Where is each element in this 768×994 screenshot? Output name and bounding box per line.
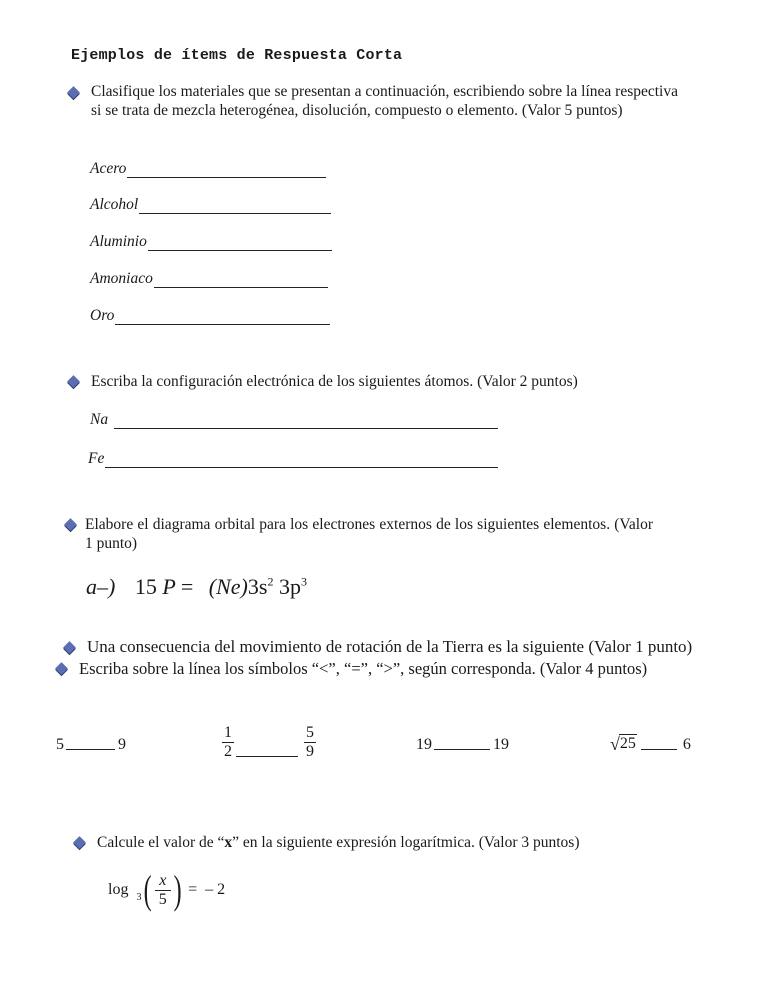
answer-line[interactable] bbox=[434, 748, 490, 750]
answer-row-aluminio bbox=[90, 233, 332, 251]
numerator: 5 bbox=[306, 724, 314, 741]
right-paren-icon: ) bbox=[173, 867, 182, 912]
comparison-1 bbox=[56, 736, 126, 754]
right-value: 9 bbox=[118, 736, 126, 753]
variable-x: x bbox=[224, 834, 233, 851]
orbital-3s: 3s bbox=[247, 574, 268, 599]
text-part: Calcule el valor de “ bbox=[97, 834, 225, 851]
left-value: 19 bbox=[416, 736, 432, 753]
answer-line[interactable] bbox=[148, 249, 332, 251]
diamond-bullet-icon bbox=[64, 518, 77, 531]
answer-row-oro bbox=[90, 307, 330, 325]
atomic-number: 15 bbox=[134, 574, 157, 599]
question-4-text: Una consecuencia del movimiento de rotación de la Tierra es la siguiente (Valor 1 punto) bbox=[87, 637, 693, 656]
left-value: 5 bbox=[56, 736, 64, 753]
answer-line[interactable] bbox=[114, 427, 498, 429]
item-label: Amoniaco bbox=[90, 270, 153, 287]
answer-line[interactable] bbox=[154, 286, 328, 288]
comparison-2 bbox=[222, 724, 316, 761]
formula-a bbox=[86, 574, 307, 600]
formula-label: a–) bbox=[86, 574, 116, 599]
element-symbol: P bbox=[162, 574, 176, 599]
diamond-bullet-icon bbox=[67, 375, 80, 388]
numerator: 1 bbox=[224, 724, 232, 741]
item-label: Acero bbox=[90, 160, 127, 177]
log-equation bbox=[108, 867, 226, 912]
question-5-text: Escriba sobre la línea los símbolos “<”, “=”, “>”, según corresponda. (Valor 4 puntos) bbox=[79, 659, 648, 678]
orbital-3p: 3p bbox=[278, 574, 301, 599]
diamond-bullet-icon bbox=[63, 641, 76, 654]
denominator: 2 bbox=[224, 743, 232, 760]
question-2-text: Escriba la configuración electrónica de los siguientes átomos. (Valor 2 puntos) bbox=[91, 373, 578, 390]
item-label: Oro bbox=[90, 307, 115, 324]
item-label: Aluminio bbox=[90, 233, 147, 250]
item-label: Na bbox=[90, 411, 109, 428]
page-title: Ejemplos de ítems de Respuesta Corta bbox=[71, 47, 403, 64]
log-function: log bbox=[108, 881, 129, 898]
question-3-text: Elabore el diagrama orbital para los electrones externos de los siguientes elementos. (Valor 1 punto) bbox=[85, 516, 653, 552]
denominator: 9 bbox=[306, 743, 314, 760]
square-root bbox=[610, 734, 637, 755]
answer-row-fe bbox=[88, 450, 498, 468]
answer-line[interactable] bbox=[105, 466, 498, 468]
comparison-4 bbox=[610, 734, 691, 755]
item-label: Alcohol bbox=[90, 196, 139, 213]
diamond-bullet-icon bbox=[67, 86, 80, 99]
radical-sign-icon: √ bbox=[610, 734, 620, 754]
equals-sign: = bbox=[180, 574, 194, 599]
right-value: 19 bbox=[493, 736, 509, 753]
equation-rhs: = – 2 bbox=[188, 881, 226, 898]
answer-row-acero bbox=[90, 160, 326, 178]
answer-line[interactable] bbox=[236, 755, 298, 757]
log-base: 3 bbox=[136, 891, 142, 903]
question-1-text: Clasifique los materiales que se presentan a continuación, escribiendo sobre la línea respectiva si se trata de mezcla heterogénea, disolución, compuesto o elemento. (Valor 5 puntos) bbox=[91, 83, 678, 119]
fraction-left bbox=[222, 724, 234, 761]
question-6-text bbox=[97, 833, 580, 852]
answer-row-amoniaco bbox=[90, 270, 328, 288]
log-fraction bbox=[155, 872, 171, 909]
item-label: Fe bbox=[88, 450, 105, 467]
answer-line[interactable] bbox=[66, 748, 115, 750]
superscript-3: 3 bbox=[300, 574, 307, 589]
noble-gas-core: (Ne) bbox=[208, 574, 248, 599]
right-value: 6 bbox=[682, 735, 691, 753]
denominator: 5 bbox=[155, 890, 171, 909]
answer-line[interactable] bbox=[641, 748, 677, 750]
superscript-2: 2 bbox=[267, 574, 274, 589]
left-paren-icon: ( bbox=[144, 867, 153, 912]
answer-line[interactable] bbox=[115, 323, 330, 325]
fraction-right bbox=[304, 724, 316, 761]
answer-line[interactable] bbox=[127, 176, 326, 178]
comparison-3 bbox=[416, 736, 509, 754]
diamond-bullet-icon bbox=[73, 836, 86, 849]
answer-line[interactable] bbox=[139, 212, 331, 214]
text-part: ” en la siguiente expresión logarítmica. (Valor 3 puntos) bbox=[232, 834, 580, 851]
numerator: x bbox=[159, 871, 167, 889]
answer-row-na bbox=[90, 411, 498, 429]
radicand: 25 bbox=[619, 735, 636, 752]
answer-row-alcohol bbox=[90, 196, 331, 214]
diamond-bullet-icon bbox=[55, 662, 68, 675]
